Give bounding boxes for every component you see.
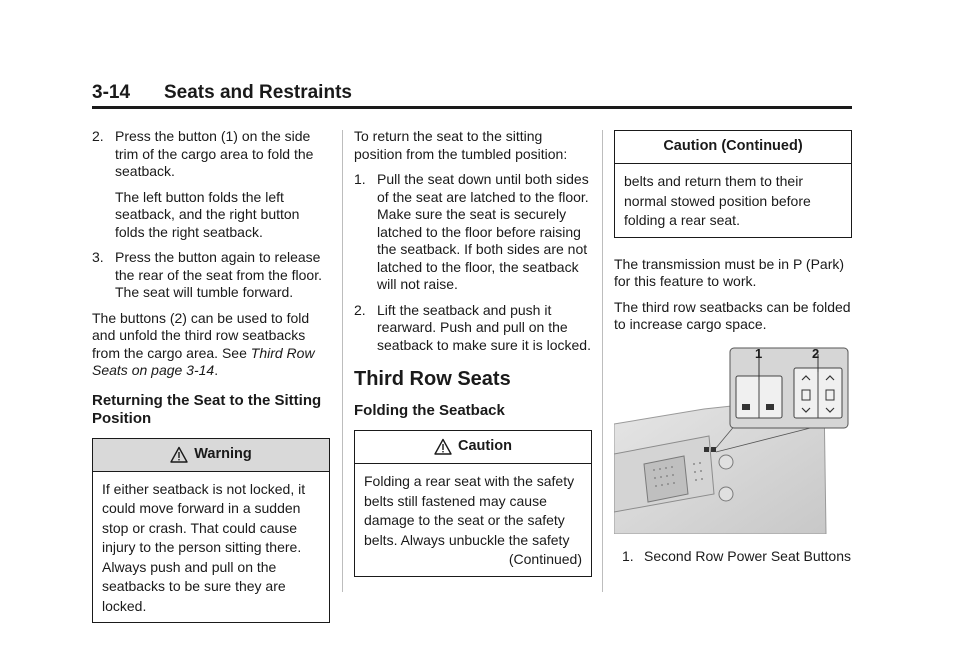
warning-header [93,439,329,472]
paragraph [92,310,330,380]
page-number: 3-14 [92,82,131,103]
column-left [92,128,330,623]
callout-label-2: 2 [812,345,820,361]
list-text: Press the button (1) on the side trim of the cargo area to fold the seatback. [115,128,314,179]
list-number: 3. [92,249,104,265]
list-item [92,249,330,302]
caption-text: Second Row Power Seat Buttons [644,547,852,564]
caption-number: 1. [622,547,634,564]
list-item [354,171,592,294]
section-heading: Returning the Seat to the Sitting Position [92,391,322,427]
paragraph-end: . [214,362,219,378]
column-middle [354,128,592,577]
caution-title: Caution [458,438,512,455]
paragraph: The transmission must be in P (Park) for this feature to work. [614,255,845,289]
subsection-heading: Folding the Seatback [354,402,505,419]
callout-label-1: 1 [755,345,763,361]
caution-text: Folding a rear seat with the safety belts still fastened may cause damage to the seat or the safety belts. Always unbuckle the safety [364,473,575,548]
warning-icon [170,446,188,464]
list-text: Press the button again to release the rear of the seat from the floor. The seat will tumble forward. [115,249,322,300]
caution-icon [434,438,452,456]
figure-caption [614,548,852,565]
list-item [354,302,592,355]
warning-box [92,438,330,624]
cargo-area-drawing [614,344,852,534]
caution-body [355,464,591,576]
list-text: Lift the seatback and push it rearward. Push and pull on the seatback to make sure it is locked. [377,301,591,353]
list-note: The left button folds the left seatback, and the right button folds the right seatback. [115,188,300,240]
list-text: Pull the seat down until both sides of the seat are latched to the floor. Make sure the seat is securely latched to the floor before raising the seatback. If both sides are not latched to the floor, the seatback will not raise. [377,171,589,292]
caution-continued-body: belts and return them to their normal stowed position before folding a rear seat. [624,173,811,228]
caution-continued-box [614,130,852,238]
warning-body: If either seatback is not locked, it could move forward in a sudden stop or crash. That could cause injury to the person sitting there. Always push and pull on the seatbacks to be sure they are locked. [102,480,306,614]
caution-header [355,431,591,464]
seat-button-illustration [614,344,852,534]
list-item [92,128,330,241]
section-title: Third Row Seats [354,368,511,390]
list-number: 1. [354,171,366,187]
paragraph-text: The buttons (2) can be used to fold and unfold the third row seatbacks from the cargo area. See [92,309,310,361]
chapter-title: Seats and Restraints [164,82,352,103]
continued-label: (Continued) [508,551,582,567]
column-divider [342,130,343,592]
column-right [614,128,852,565]
cross-reference-link[interactable]: Third Row Seats on page 3-14 [92,344,315,378]
column-divider [602,130,603,592]
warning-title: Warning [194,445,252,462]
list-number: 2. [354,301,366,318]
list-number: 2. [92,128,104,144]
paragraph: The third row seatbacks can be folded to increase cargo space. [614,298,851,332]
page-header [92,80,852,109]
paragraph: To return the seat to the sitting position from the tumbled position: [354,128,568,162]
caution-box [354,430,592,577]
list-text-block [115,128,330,241]
caution-continued-title: Caution (Continued) [615,131,851,164]
